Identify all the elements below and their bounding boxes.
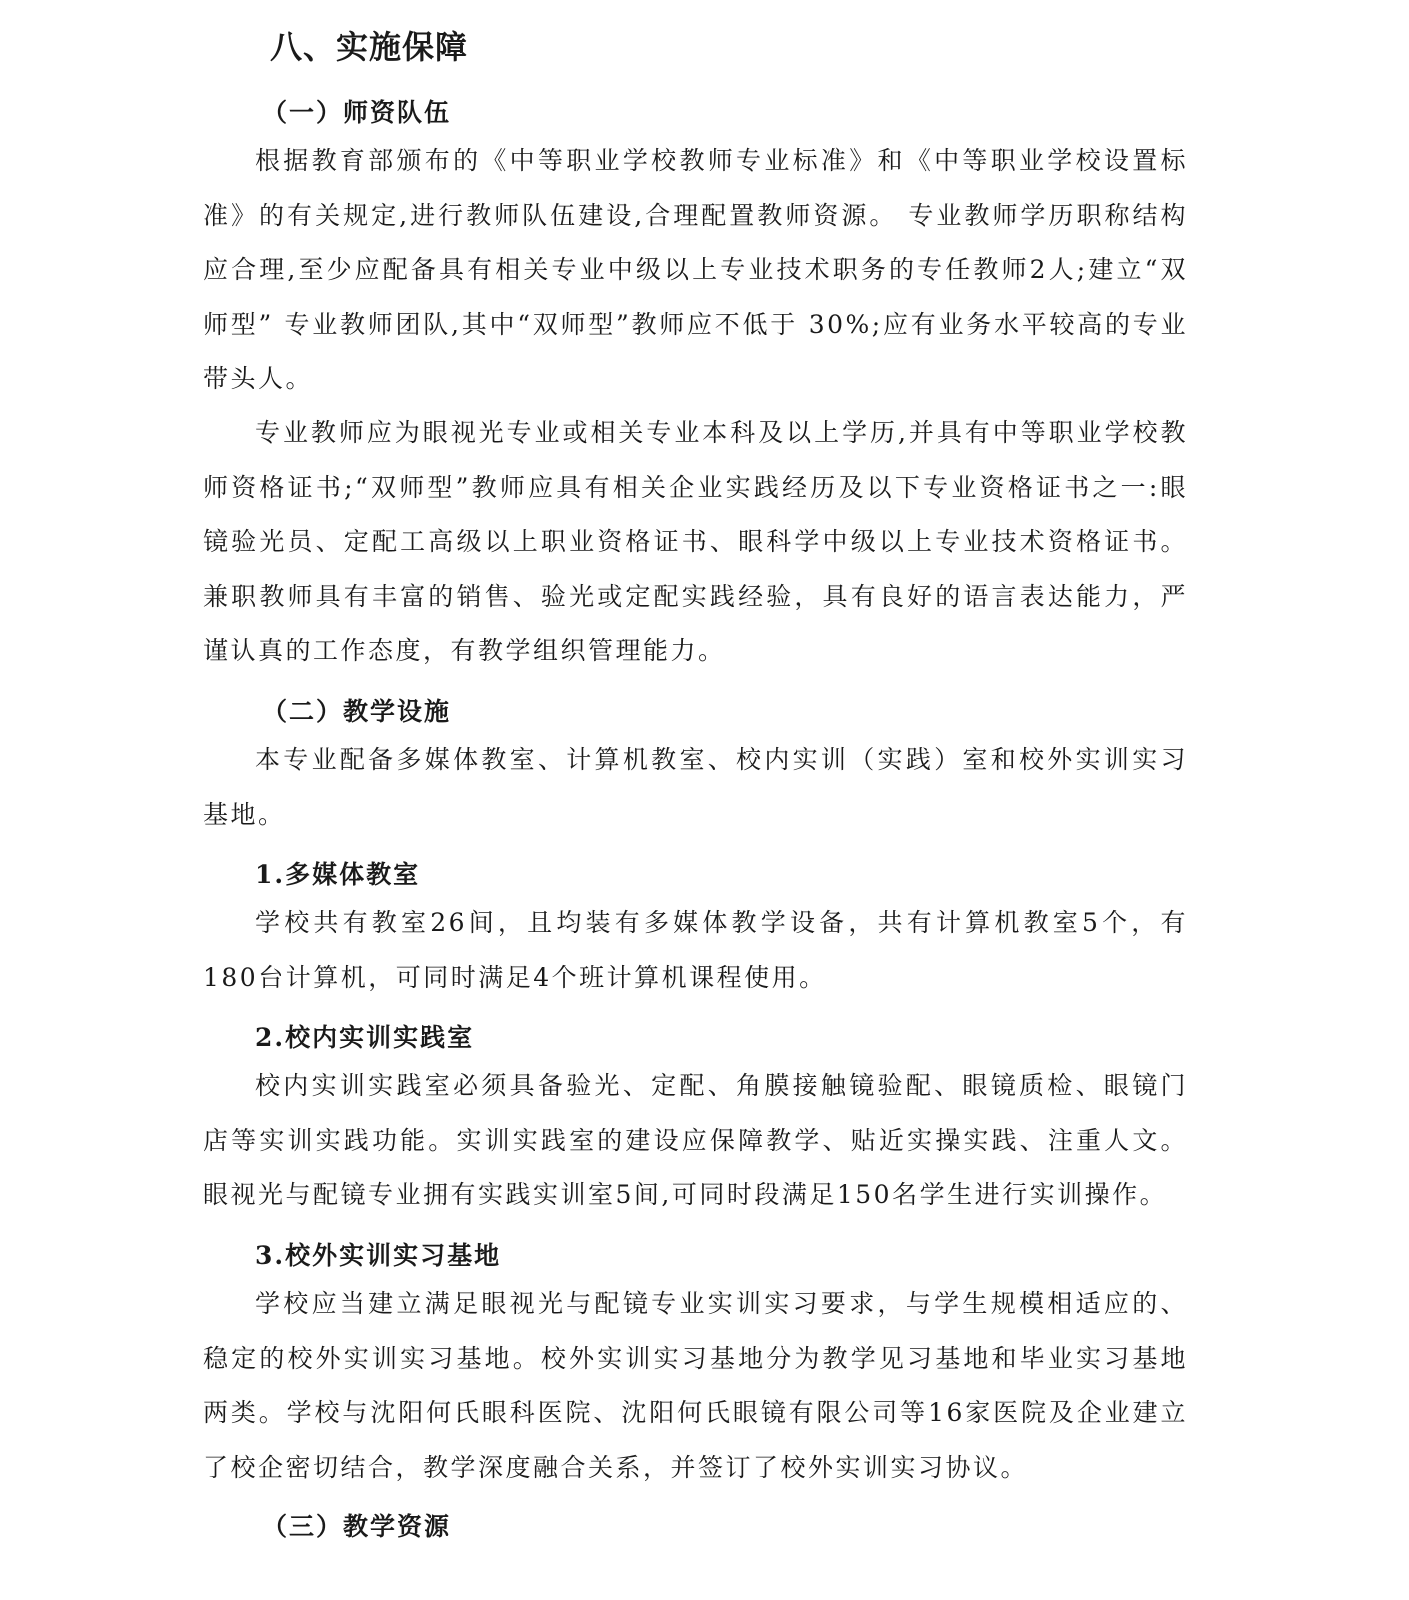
item-title-onsite-training: 2.校内实训实践室 <box>255 1023 475 1052</box>
item-title-offsite-base: 3.校外实训实习基地 <box>255 1241 502 1270</box>
paragraph-offsite-base: 学校应当建立满足眼视光与配镜专业实训实习要求，与学生规模相适应的、稳定的校外实训实习基地。校外实训实习基地分为教学见习基地和毕业实习基地两类。学校与沈阳何氏眼科医院、沈阳何氏眼镜有限公司等16家医院及企业建立了校企密切结合，教学深度融合关系，并签订了校外实训实习协议。 <box>203 1289 1188 1482</box>
paragraph-facilities-intro: 本专业配备多媒体教室、计算机教室、校内实训（实践）室和校外实训实习基地。 <box>203 745 1188 829</box>
item-title-multimedia: 1.多媒体教室 <box>255 860 421 889</box>
subheading-resources: （三）教学资源 <box>262 1512 452 1541</box>
section-title: 八、实施保障 <box>270 28 469 66</box>
paragraph-onsite-training: 校内实训实践室必须具备验光、定配、角膜接触镜验配、眼镜质检、眼镜门店等实训实践功能。实训实践室的建设应保障教学、贴近实操实践、注重人文。眼视光与配镜专业拥有实践实训室5间,可同时段满足150名学生进行实训操作。 <box>203 1071 1188 1209</box>
subheading-facilities: （二）教学设施 <box>262 697 452 726</box>
paragraph-teacher-standards: 根据教育部颁布的《中等职业学校教师专业标准》和《中等职业学校设置标准》的有关规定,进行教师队伍建设,合理配置教师资源。 专业教师学历职称结构应合理,至少应配备具有相关专业中级以上专业技术职务的专任教师2人;建立“双师型” 专业教师团队,其中“双师型”教师应不低于 30%;应有业务水平较高的专业带头人。 <box>203 146 1188 393</box>
subheading-teachers: （一）师资队伍 <box>262 98 452 127</box>
paragraph-multimedia: 学校共有教室26间，且均装有多媒体教学设备，共有计算机教室5个，有180台计算机，可同时满足4个班计算机课程使用。 <box>203 908 1188 992</box>
paragraph-teacher-qualifications: 专业教师应为眼视光专业或相关专业本科及以上学历,并具有中等职业学校教师资格证书;“双师型”教师应具有相关企业实践经历及以下专业资格证书之一:眼镜验光员、定配工高级以上职业资格证书、眼科学中级以上专业技术资格证书。兼职教师具有丰富的销售、验光或定配实践经验，具有良好的语言表达能力，严谨认真的工作态度，有教学组织管理能力。 <box>203 418 1188 665</box>
